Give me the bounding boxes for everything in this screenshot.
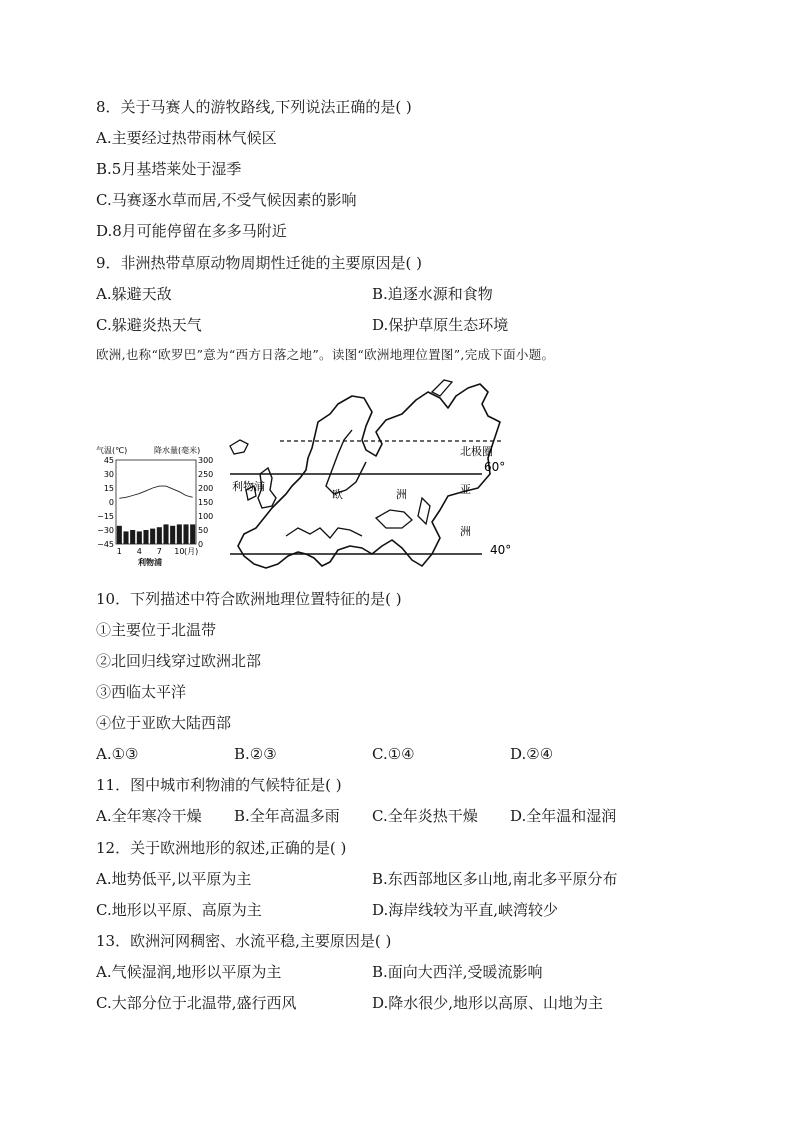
precipitation-axis-label: 降水量(毫米) [154,446,201,455]
temperature-tick-label: −15 [97,512,114,521]
latitude-40-label: 40° [490,543,512,557]
precipitation-bar [183,524,188,544]
question-10-option-c: C.①④ [372,745,415,763]
precipitation-tick-label: 0 [198,540,204,549]
temperature-tick-label: 15 [103,484,114,493]
temperature-tick-label: −45 [97,540,114,549]
question-12-option-c: C.地形以平原、高原为主 [96,901,262,919]
asia-char-2: 洲 [460,525,471,538]
question-10-stem: 10．下列描述中符合欧洲地理位置特征的是( ) [96,590,402,608]
question-11-option-c: C.全年炎热干燥 [372,807,478,825]
asia-char-1: 亚 [460,483,471,496]
question-13-option-a: A.气候湿润,地形以平原为主 [96,963,282,981]
question-13-option-b: B.面向大西洋,受暖流影响 [372,963,543,981]
question-11-option-a: A.全年寒冷干燥 [96,807,202,825]
precipitation-bar [143,530,148,544]
question-10-statement-3: ③西临太平洋 [96,683,187,701]
precipitation-tick-label: 50 [198,526,209,535]
question-12-option-d: D.海岸线较为平直,峡湾较少 [372,901,559,919]
question-11-option-b: B.全年高温多雨 [234,807,340,825]
precipitation-ticks [198,456,213,549]
question-8-option-b: B.5月基塔莱处于湿季 [96,160,242,178]
question-10-option-a: A.①③ [96,745,139,763]
question-10-statement-1: ①主要位于北温带 [96,621,217,639]
precipitation-bar [170,526,175,544]
question-12-option-b: B.东西部地区多山地,南北多平原分布 [372,870,618,888]
europe-char-1: 欧 [332,488,343,501]
precipitation-bar [117,526,122,544]
temperature-tick-label: 30 [103,470,114,479]
question-13-option-d: D.降水很少,地形以高原、山地为主 [372,994,604,1012]
question-12-option-a: A.地势低平,以平原为主 [96,870,252,888]
precipitation-bar [163,524,168,544]
liverpool-label: 利物浦 [232,480,265,493]
temperature-ticks [97,456,114,549]
month-tick-label: 7 [156,547,162,556]
precipitation-bar [137,531,142,544]
europe-char-2: 洲 [396,488,407,501]
question-11-option-d: D.全年温和湿润 [510,807,617,825]
question-10-statement-4: ④位于亚欧大陆西部 [96,714,232,732]
europe-coastline [238,384,500,568]
question-10-option-d: D.②④ [510,745,554,763]
precipitation-tick-label: 150 [198,498,214,507]
question-9-option-b: B.追逐水源和食物 [372,285,493,303]
question-13-stem: 13．欧洲河网稠密、水流平稳,主要原因是( ) [96,932,392,950]
arctic-circle-label: 北极圈 [460,445,493,458]
precipitation-bar [123,531,128,544]
precipitation-bar [157,527,162,544]
question-8-stem: 8．关于马赛人的游牧路线,下列说法正确的是( ) [96,98,412,116]
question-11-stem: 11．图中城市利物浦的气候特征是( ) [96,776,342,794]
question-8-option-a: A.主要经过热带雨林气候区 [96,129,277,147]
temperature-curve [119,486,192,498]
precipitation-tick-label: 300 [198,456,214,465]
question-10-statement-2: ②北回归线穿过欧洲北部 [96,652,262,670]
question-9-option-a: A.躲避天敌 [96,285,172,303]
month-tick-label: 1 [116,547,122,556]
precipitation-tick-label: 250 [198,470,214,479]
question-13-option-c: C.大部分位于北温带,盛行西风 [96,994,297,1012]
precipitation-tick-label: 100 [198,512,214,521]
question-9-option-d: D.保护草原生态环境 [372,316,509,334]
precipitation-bar [190,524,195,544]
question-8-option-d: D.8月可能停留在多多马附近 [96,222,287,240]
temperature-tick-label: −30 [97,526,114,535]
latitude-60-label: 60° [484,460,506,474]
question-10-option-b: B.②③ [234,745,277,763]
question-9-stem: 9．非洲热带草原动物周期性迁徙的主要原因是( ) [96,254,423,272]
temperature-tick-label: 45 [103,456,114,465]
europe-location-map [226,378,516,574]
precipitation-tick-label: 200 [198,484,214,493]
question-8-option-c: C.马赛逐水草而居,不受气候因素的影响 [96,191,357,209]
precipitation-bar [130,530,135,544]
precipitation-bar [177,524,182,544]
temperature-tick-label: 0 [108,498,114,507]
liverpool-climate-chart [96,443,216,571]
chart-city-label: 利物浦 [138,558,162,567]
month-unit: (月) [184,547,199,556]
question-12-stem: 12．关于欧洲地形的叙述,正确的是( ) [96,839,347,857]
europe-intro-text: 欧洲,也称“欧罗巴”意为“西方日落之地”。读图“欧洲地理位置图”,完成下面小题。 [96,347,555,362]
month-tick-label: 10 [174,547,185,556]
question-9-option-c: C.躲避炎热天气 [96,316,202,334]
precipitation-bars [117,524,195,544]
month-tick-label: 4 [136,547,142,556]
month-ticks [117,547,185,556]
temperature-axis-label: 气温(℃) [96,446,128,455]
precipitation-bar [150,529,155,544]
